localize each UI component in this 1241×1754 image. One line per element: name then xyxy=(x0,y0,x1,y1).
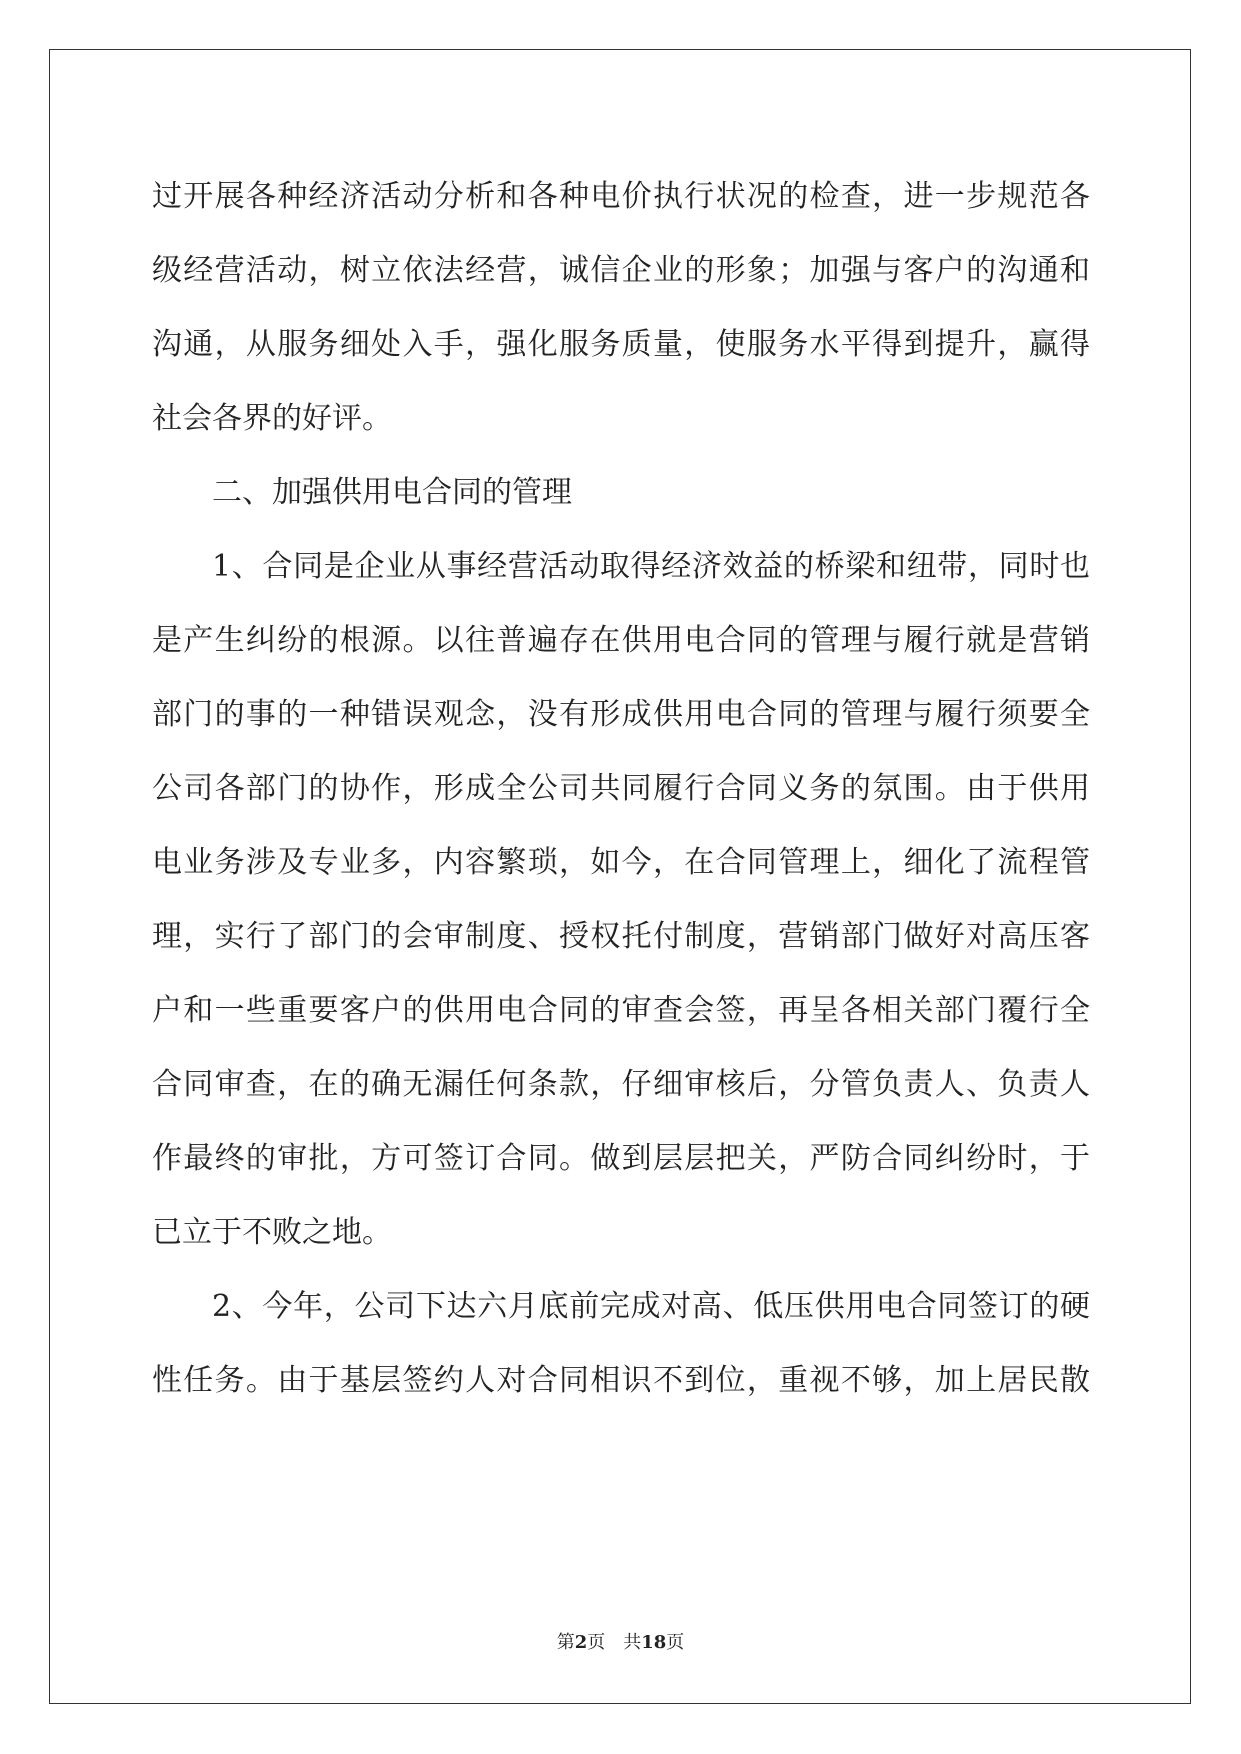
text-line: 合同审查，在的确无漏任何条款，仔细审核后，分管负责人、负责人 xyxy=(152,1067,1090,1102)
text-line: 公司各部门的协作，形成全公司共同履行合同义务的氛围。由于供用 xyxy=(152,771,1090,806)
text-line: 是产生纠纷的根源。以往普遍存在供用电合同的管理与履行就是营销 xyxy=(152,623,1090,658)
text-line: 级经营活动，树立依法经营，诚信企业的形象；加强与客户的沟通和 xyxy=(152,253,1090,288)
text-line: 作最终的审批，方可签订合同。做到层层把关，严防合同纠纷时，于 xyxy=(152,1141,1090,1176)
footer-suffix: 页 xyxy=(666,1632,685,1653)
footer-prefix: 第 xyxy=(556,1632,575,1653)
text-line: 部门的事的一种错误观念，没有形成供用电合同的管理与履行须要全 xyxy=(152,697,1090,732)
page-footer xyxy=(0,1628,1241,1654)
section-heading: 二、加强供用电合同的管理 xyxy=(212,475,572,510)
text-line: 2、今年，公司下达六月底前完成对高、低压供用电合同签订的硬 xyxy=(212,1289,1090,1324)
text-line: 性任务。由于基层签约人对合同相识不到位，重视不够，加上居民散 xyxy=(152,1363,1090,1398)
text-line: 理，实行了部门的会审制度、授权托付制度，营销部门做好对高压客 xyxy=(152,919,1090,954)
document-body xyxy=(152,160,1090,1418)
text-line: 户和一些重要客户的供用电合同的审查会签，再呈各相关部门覆行全 xyxy=(152,993,1090,1028)
text-line: 已立于不败之地。 xyxy=(152,1215,392,1250)
text-line: 1、合同是企业从事经营活动取得经济效益的桥梁和纽带，同时也 xyxy=(212,549,1090,584)
text-line: 沟通，从服务细处入手，强化服务质量，使服务水平得到提升，赢得 xyxy=(152,327,1090,362)
total-pages: 18 xyxy=(641,1632,667,1653)
text-line: 过开展各种经济活动分析和各种电价执行状况的检查，进一步规范各 xyxy=(152,179,1090,214)
text-line: 社会各界的好评。 xyxy=(152,401,392,436)
footer-mid: 页 共 xyxy=(587,1632,642,1653)
page-number: 2 xyxy=(574,1632,588,1653)
text-line: 电业务涉及专业多，内容繁琐，如今，在合同管理上，细化了流程管 xyxy=(152,845,1090,880)
